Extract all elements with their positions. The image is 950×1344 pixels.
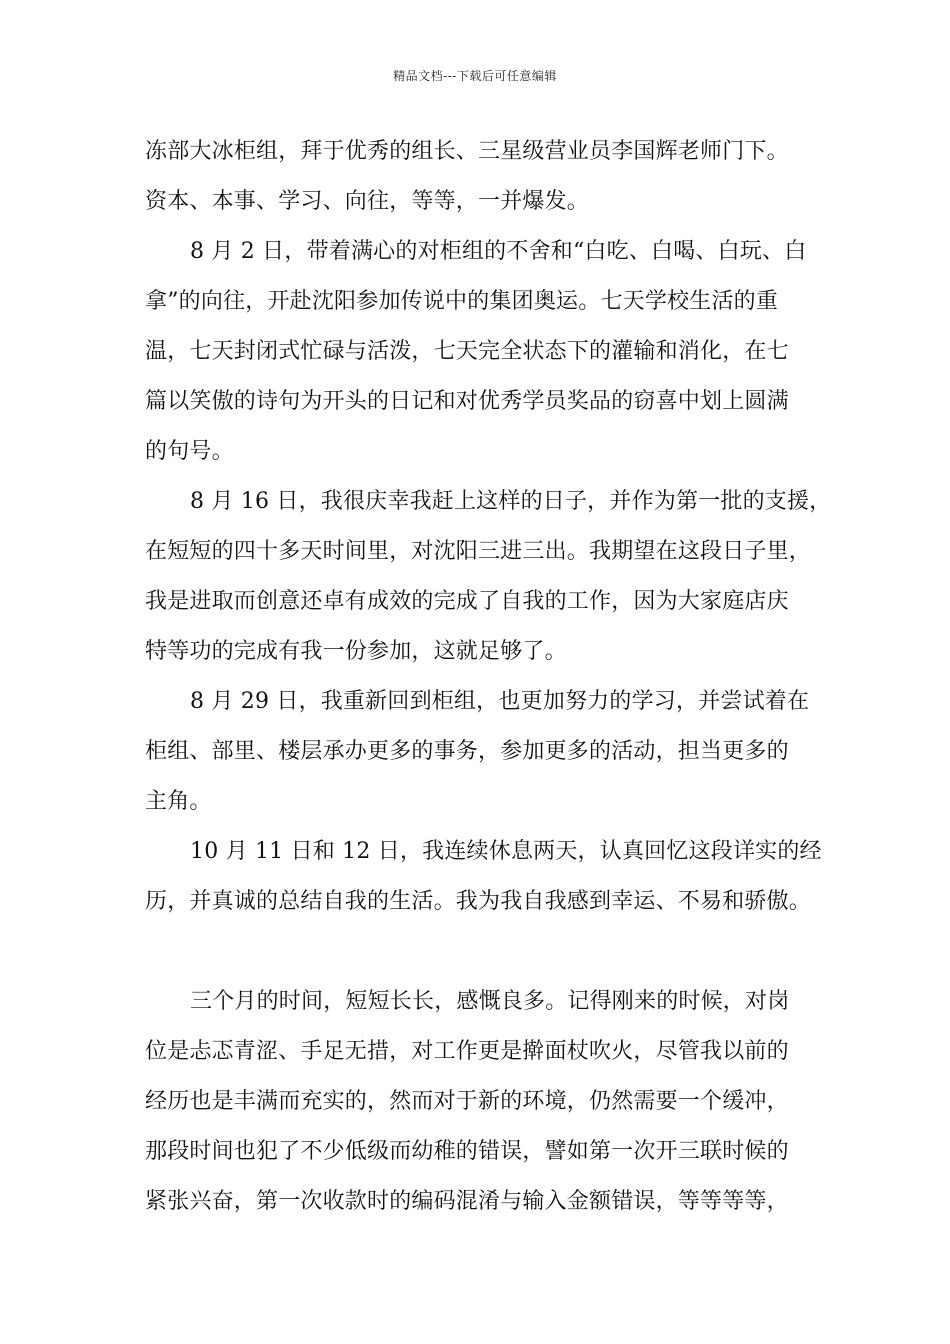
text-line: 的句号。 xyxy=(145,439,234,464)
text-line: 紧张兴奋，第一次收款时的编码混淆与输入金额错误，等等等等， xyxy=(145,1189,789,1214)
text-line: 那段时间也犯了不少低级而幼稚的错误，譬如第一次开三联时候的 xyxy=(145,1139,789,1164)
text-line: 我是进取而创意还卓有成效的完成了自我的工作，因为大家庭店庆 xyxy=(145,589,789,614)
paragraph-first-line: 三个月的时间，短短长长，感慨良多。记得刚来的时候，对岗 xyxy=(190,989,790,1014)
text-line: 位是忐忑青涩、手足无措，对工作更是擀面杖吹火，尽管我以前的 xyxy=(145,1039,789,1064)
text-line: 在短短的四十多天时间里，对沈阳三进三出。我期望在这段日子里， xyxy=(145,539,812,564)
page-header: 精品文档---下载后可任意编辑 xyxy=(393,69,557,83)
text-line: 篇以笑傲的诗句为开头的日记和对优秀学员奖品的窃喜中划上圆满 xyxy=(145,389,789,414)
text-line: 冻部大冰柜组，拜于优秀的组长、三星级营业员李国辉老师门下。 xyxy=(145,139,789,164)
text-line: 柜组、部里、楼层承办更多的事务，参加更多的活动，担当更多的 xyxy=(145,739,789,764)
text-line: 经历也是丰满而充实的，然而对于新的环境，仍然需要一个缓冲， xyxy=(145,1089,789,1114)
text-line: 拿”的向往，开赴沈阳参加传说中的集团奥运。七天学校生活的重 xyxy=(145,289,779,314)
paragraph-first-line: 8 月 16 日，我很庆幸我赶上这样的日子，并作为第一批的支援， xyxy=(190,489,832,514)
text-line: 主角。 xyxy=(145,789,212,814)
text-line: 温，七天封闭式忙碌与活泼，七天完全状态下的灌输和消化，在七 xyxy=(145,339,789,364)
paragraph-first-line: 8 月 29 日，我重新回到柜组，也更加努力的学习，并尝试着在 xyxy=(190,689,810,714)
paragraph-first-line: 8 月 2 日，带着满心的对柜组的不舍和“白吃、白喝、白玩、白 xyxy=(190,239,807,264)
text-line: 资本、本事、学习、向往，等等，一并爆发。 xyxy=(145,189,590,214)
text-line: 历，并真诚的总结自我的生活。我为我自我感到幸运、不易和骄傲。 xyxy=(145,889,812,914)
text-line: 特等功的完成有我一份参加，这就足够了。 xyxy=(145,639,567,664)
paragraph-first-line: 10 月 11 日和 12 日，我连续休息两天，认真回忆这段详实的经 xyxy=(190,839,822,864)
